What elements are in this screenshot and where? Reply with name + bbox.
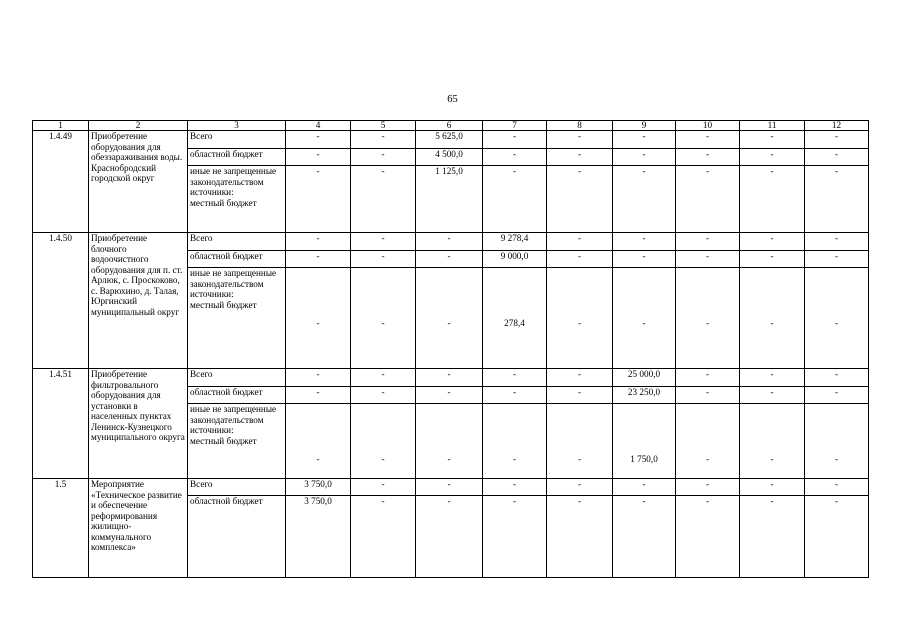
value-cell: -	[416, 369, 483, 387]
row-number: 1.4.51	[33, 369, 89, 479]
value-cell: -	[805, 268, 869, 369]
value-cell: -	[547, 251, 613, 268]
column-number: 3	[188, 121, 286, 131]
source-local-label: местный бюджет	[190, 197, 257, 208]
value-cell: 3 750,0	[286, 496, 351, 578]
value-cell: -	[613, 251, 676, 268]
value-cell: -	[416, 404, 483, 479]
table-row	[33, 233, 869, 251]
value-cell: -	[351, 404, 416, 479]
value-cell: -	[805, 149, 869, 166]
value-cell: -	[805, 131, 869, 149]
column-number: 5	[351, 121, 416, 131]
value-cell: -	[613, 479, 676, 496]
value-cell: -	[676, 496, 740, 578]
value-cell: 5 625,0	[416, 131, 483, 149]
row-name: Приобретение блочного водоочистного оборудования для п. ст. Арлюк, с. Проскоково, с. Варюхино, д. Талая, Юргинский муниципальный округ	[89, 233, 188, 369]
value-cell: -	[676, 166, 740, 233]
value-cell: -	[483, 131, 547, 149]
value-cell: -	[676, 404, 740, 479]
value-cell: -	[740, 233, 805, 251]
value-cell: -	[613, 268, 676, 369]
value-cell: -	[351, 166, 416, 233]
value-cell: -	[613, 496, 676, 578]
value-cell: 23 250,0	[613, 387, 676, 404]
table-row	[33, 131, 869, 149]
value-cell: -	[483, 166, 547, 233]
source-other-label: иные не запрещенные законодательством источники:	[190, 404, 277, 435]
value-cell: -	[805, 404, 869, 479]
source-other-label: иные не запрещенные законодательством источники:	[190, 166, 277, 197]
source-total: Всего	[188, 233, 286, 251]
value-cell: -	[805, 479, 869, 496]
source-total: Всего	[188, 131, 286, 149]
value-cell: -	[416, 233, 483, 251]
column-number: 2	[89, 121, 188, 131]
value-cell: -	[351, 387, 416, 404]
value-cell: 3 750,0	[286, 479, 351, 496]
value-cell: -	[351, 251, 416, 268]
row-name: Приобретение оборудования для обеззараживания воды. Краснобродский городской округ	[89, 131, 188, 233]
value-cell: -	[676, 369, 740, 387]
value-cell: -	[740, 131, 805, 149]
source-other	[188, 268, 286, 369]
value-cell: -	[416, 387, 483, 404]
column-number: 11	[740, 121, 805, 131]
column-number: 7	[483, 121, 547, 131]
value-cell: 25 000,0	[613, 369, 676, 387]
value-cell: -	[547, 233, 613, 251]
value-cell: 9 278,4	[483, 233, 547, 251]
value-cell: -	[613, 233, 676, 251]
value-cell: -	[676, 251, 740, 268]
value-cell: -	[351, 496, 416, 578]
value-cell: -	[483, 479, 547, 496]
value-cell: -	[547, 387, 613, 404]
value-cell: -	[351, 233, 416, 251]
value-cell: -	[286, 387, 351, 404]
value-cell: -	[547, 479, 613, 496]
source-local-label: местный бюджет	[190, 299, 257, 310]
value-cell: -	[351, 268, 416, 369]
column-number: 8	[547, 121, 613, 131]
value-cell: -	[676, 479, 740, 496]
value-cell: -	[351, 479, 416, 496]
value-cell: -	[547, 268, 613, 369]
row-name: Приобретение фильтровального оборудования для установки в населенных пунктах Ленинск-Кузнецкого муниципального округа	[89, 369, 188, 479]
value-cell: -	[740, 166, 805, 233]
table-row	[33, 369, 869, 387]
value-cell: -	[286, 233, 351, 251]
value-cell: -	[740, 496, 805, 578]
value-cell: -	[547, 404, 613, 479]
column-number: 6	[416, 121, 483, 131]
value-cell: -	[613, 131, 676, 149]
source-other	[188, 404, 286, 479]
value-cell: -	[805, 166, 869, 233]
table-header-row	[33, 121, 869, 131]
value-cell: -	[740, 404, 805, 479]
source-total: Всего	[188, 479, 286, 496]
value-cell: -	[740, 369, 805, 387]
column-number: 12	[805, 121, 869, 131]
source-regional: областной бюджет	[188, 496, 286, 578]
row-number: 1.4.49	[33, 131, 89, 233]
source-local-label: местный бюджет	[190, 435, 257, 446]
value-cell: -	[286, 166, 351, 233]
value-cell: -	[416, 251, 483, 268]
value-cell: -	[805, 233, 869, 251]
value-cell: -	[351, 131, 416, 149]
value-cell: -	[740, 251, 805, 268]
source-total: Всего	[188, 369, 286, 387]
value-cell: 9 000,0	[483, 251, 547, 268]
column-number: 9	[613, 121, 676, 131]
value-cell: -	[547, 149, 613, 166]
value-cell: -	[286, 149, 351, 166]
value-cell: -	[547, 166, 613, 233]
value-cell: -	[483, 387, 547, 404]
value-cell: -	[286, 268, 351, 369]
value-cell: -	[351, 369, 416, 387]
value-cell: -	[676, 149, 740, 166]
budget-table	[32, 120, 869, 578]
table-row	[33, 479, 869, 496]
value-cell: -	[416, 496, 483, 578]
column-number: 4	[286, 121, 351, 131]
value-cell: -	[676, 387, 740, 404]
value-cell: -	[483, 404, 547, 479]
row-name: Мероприятие «Техническое развитие и обеспечение реформирования жилищно-коммунального комплекса»	[89, 479, 188, 578]
value-cell: 1 750,0	[613, 404, 676, 479]
value-cell: -	[805, 369, 869, 387]
value-cell: -	[613, 166, 676, 233]
source-regional: областной бюджет	[188, 251, 286, 268]
source-regional: областной бюджет	[188, 149, 286, 166]
value-cell: -	[740, 479, 805, 496]
value-cell: -	[286, 404, 351, 479]
value-cell: -	[547, 131, 613, 149]
value-cell: -	[613, 149, 676, 166]
value-cell: -	[416, 268, 483, 369]
value-cell: -	[286, 369, 351, 387]
value-cell: -	[676, 131, 740, 149]
value-cell: -	[483, 496, 547, 578]
value-cell: 1 125,0	[416, 166, 483, 233]
value-cell: -	[351, 149, 416, 166]
column-number: 1	[33, 121, 89, 131]
page-number: 65	[447, 94, 458, 105]
value-cell: -	[286, 131, 351, 149]
value-cell: -	[483, 369, 547, 387]
value-cell: -	[676, 233, 740, 251]
row-number: 1.4.50	[33, 233, 89, 369]
value-cell: -	[740, 387, 805, 404]
value-cell: -	[805, 251, 869, 268]
row-number: 1.5	[33, 479, 89, 578]
value-cell: -	[740, 268, 805, 369]
source-regional: областной бюджет	[188, 387, 286, 404]
value-cell: -	[483, 149, 547, 166]
value-cell: -	[286, 251, 351, 268]
value-cell: 278,4	[483, 268, 547, 369]
value-cell: -	[676, 268, 740, 369]
value-cell: 4 500,0	[416, 149, 483, 166]
value-cell: -	[805, 387, 869, 404]
value-cell: -	[805, 496, 869, 578]
value-cell: -	[547, 369, 613, 387]
value-cell: -	[547, 496, 613, 578]
value-cell: -	[416, 479, 483, 496]
column-number: 10	[676, 121, 740, 131]
source-other	[188, 166, 286, 233]
value-cell: -	[740, 149, 805, 166]
source-other-label: иные не запрещенные законодательством источники:	[190, 268, 277, 299]
